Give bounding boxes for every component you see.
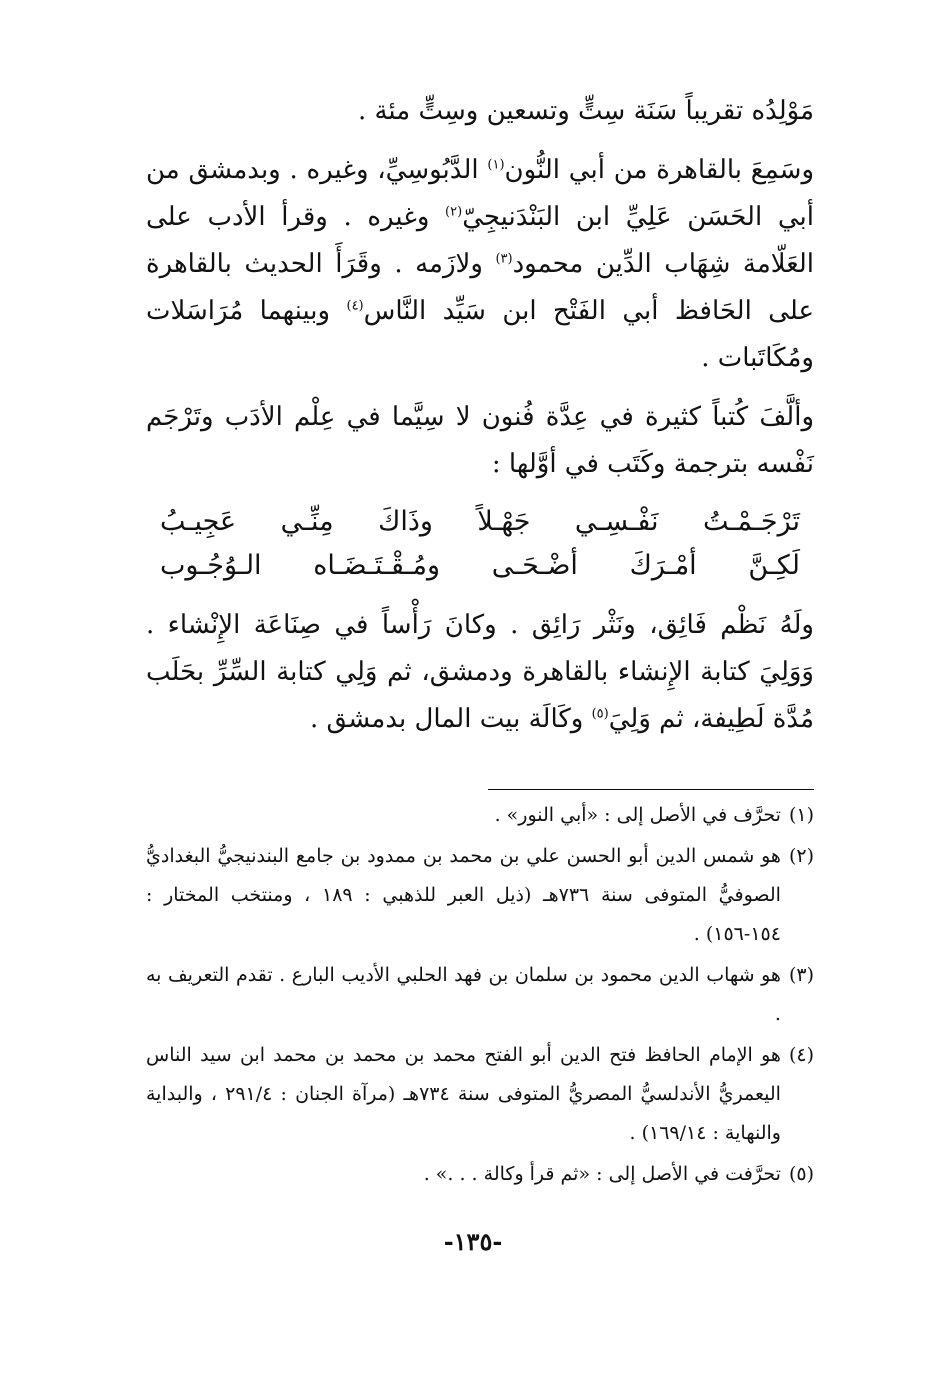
footnote-text: هو شمس الدين أبو الحسن علي بن محمد بن ممدود بن جامع البندنيجيُّ البغداديُّ الصوفيُّ المتوفى سنة ٧٣٦هـ (ذيل العبر للذهبي : ١٨٩ ، ومنتخب المختار : ١٥٤-١٥٦) . [146, 845, 781, 945]
footnote-number: (٣) [788, 964, 814, 986]
paragraph-studies [146, 147, 814, 382]
footnote-5 [146, 1155, 814, 1194]
verse-word: أضْـحَـى [491, 550, 578, 581]
footnote-number: (٢) [788, 845, 814, 867]
text-segment: وغيره . وقرأ الأدب على العَلّامة شِهَاب الدِّين محمود [146, 202, 814, 279]
verse-line-2 [146, 544, 814, 588]
verse-word: عَجِيـبُ [160, 506, 237, 537]
paragraph-closing [146, 602, 814, 743]
text-segment: وألَّفَ كُتباً كثيرة في عِدَّة فُنون لا سِيَّما في عِلْم الأدَب وتَرْجَم نَفْسه بترجمة وكَتَب في أوَّلها : [146, 402, 814, 479]
text-segment: وكَالَة بيت المال بدمشق . [309, 704, 592, 734]
footnote-ref-2: (٢) [445, 204, 463, 220]
footnote-ref-1: (١) [487, 157, 505, 173]
page-number: -١٣٥- [443, 1227, 503, 1256]
verse-word: جَهْـلاً [477, 506, 531, 537]
footnote-1 [146, 796, 814, 835]
paragraph-birth [146, 88, 814, 135]
verse-word: تَرْجَـمْـتُ [702, 506, 800, 537]
text-segment: وسَمِعَ بالقاهرة من أبي النُّون [504, 155, 815, 185]
verse-word: الـوُجُـوب [160, 550, 262, 581]
poem-verse [146, 500, 814, 588]
text-segment: مَوْلِدُه تقريباً سَنَة سِتٍّ وتسعين وسِتٍّ مئة . [357, 96, 814, 126]
footnote-number: (٤) [788, 1044, 814, 1066]
footnote-ref-3: (٣) [495, 251, 513, 267]
verse-word: أمْـرَكَ [629, 550, 697, 581]
footnote-text: هو شهاب الدين محمود بن سلمان بن فهد الحلبي الأديب البارع . تقدم التعريف به . [146, 964, 781, 1025]
footnote-3 [146, 956, 814, 1034]
footnote-ref-5: (٥) [591, 706, 609, 722]
verse-word: وذَاكَ [378, 506, 433, 537]
footnote-2 [146, 837, 814, 954]
footnote-4 [146, 1036, 814, 1153]
footnote-separator [488, 789, 814, 790]
verse-word: ومُـقْـتَـضَـاه [313, 550, 441, 581]
footnote-text: هو الإمام الحافظ فتح الدين أبو الفتح محمد بن محمد بن محمد ابن سيد الناس اليعمريُّ الأندلسيُّ المصريُّ المتوفى سنة ٧٣٤هـ (مرآة الجنان : ٢٩١/٤ ، والبداية والنهاية : ١٦٩/١٤) . [146, 1044, 781, 1144]
footnote-text: تحرَّف في الأصل إلى : «أبي النور» . [494, 804, 781, 826]
text-segment: ولازَمه . وقَرَأَ الحديث بالقاهرة على الحَافظ أبي الفَتْح ابن سَيِّد النَّاس [146, 249, 814, 326]
footnote-ref-4: (٤) [346, 298, 364, 314]
verse-line-1 [146, 500, 814, 544]
verse-word: لَكِـنَّ [748, 550, 800, 581]
text-segment: الدَّبُوسِيِّ، وغيره . وبدمشق من أبي الحَسَن عَلِيِّ ابن البَنْدَنيجِيّ [146, 155, 814, 232]
verse-word: نَفْـسِـي [574, 506, 659, 537]
footnote-text: تحرَّفت في الأصل إلى : «ثم قرأ وكالة . . .» . [423, 1163, 781, 1185]
text-segment: ولَهُ نَظْم فَائِق، ونَثْر رَائِق . وكانَ رَأْساً في صِنَاعَة الإِنْشاء . وَوَلِيَ كتابة الإِنشاء بالقاهرة ودمشق، ثم وَلِي كتابة السِّرِّ بحَلَب مُدَّة لَطِيفة، ثم وَلِيَ [146, 610, 814, 734]
paragraph-writings [146, 394, 814, 488]
footnote-number: (١) [788, 804, 814, 826]
main-text [146, 88, 814, 755]
footnotes [146, 796, 814, 1196]
verse-word: مِنِّـي [280, 506, 334, 537]
text-segment: وبينهما مُرَاسَلات ومُكَاتَبات . [146, 296, 814, 373]
footnote-number: (٥) [788, 1163, 814, 1185]
